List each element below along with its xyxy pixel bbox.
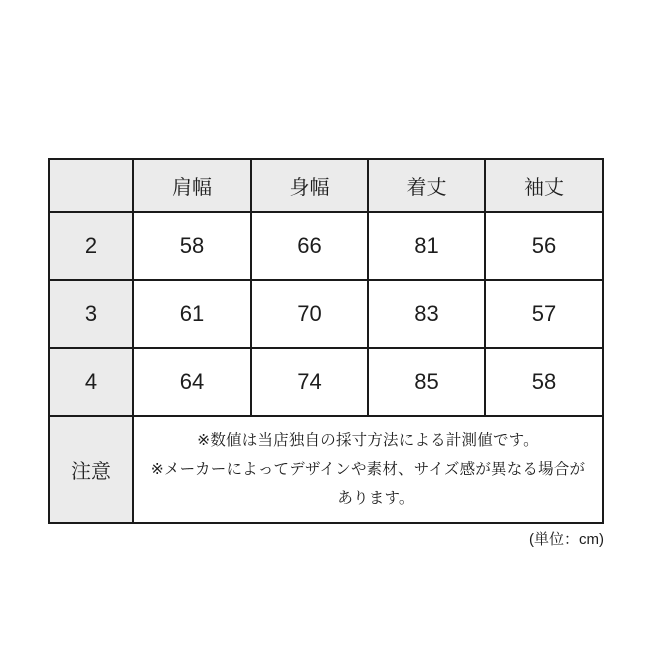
cell-value: 85 <box>368 348 485 416</box>
header-cell-shoulder-width: 肩幅 <box>133 159 251 212</box>
table-row-size-3 <box>49 280 603 348</box>
cell-value: 81 <box>368 212 485 280</box>
row-label: 4 <box>49 348 133 416</box>
header-cell-length: 着丈 <box>368 159 485 212</box>
cell-value: 56 <box>485 212 603 280</box>
note-label: 注意 <box>49 416 133 523</box>
cell-value: 61 <box>133 280 251 348</box>
cell-value: 74 <box>251 348 368 416</box>
row-label: 2 <box>49 212 133 280</box>
cell-value: 66 <box>251 212 368 280</box>
table-row-size-4 <box>49 348 603 416</box>
cell-value: 70 <box>251 280 368 348</box>
header-cell-size <box>49 159 133 212</box>
header-cell-sleeve-length: 袖丈 <box>485 159 603 212</box>
cell-value: 58 <box>133 212 251 280</box>
size-chart-table <box>48 158 604 524</box>
note-row <box>49 416 603 523</box>
table-row-size-2 <box>49 212 603 280</box>
header-cell-body-width: 身幅 <box>251 159 368 212</box>
row-label: 3 <box>49 280 133 348</box>
unit-label: (単位：cm) <box>529 531 604 548</box>
note-line-3: あります。 <box>337 490 415 507</box>
cell-value: 58 <box>485 348 603 416</box>
cell-value: 64 <box>133 348 251 416</box>
note-line-1: ※数値は当店独自の採寸方法による計測値です。 <box>197 432 539 449</box>
header-row <box>49 159 603 212</box>
cell-value: 83 <box>368 280 485 348</box>
note-line-2: ※メーカーによってデザインや素材、サイズ感が異なる場合が <box>150 461 586 478</box>
note-cell <box>133 416 603 523</box>
cell-value: 57 <box>485 280 603 348</box>
